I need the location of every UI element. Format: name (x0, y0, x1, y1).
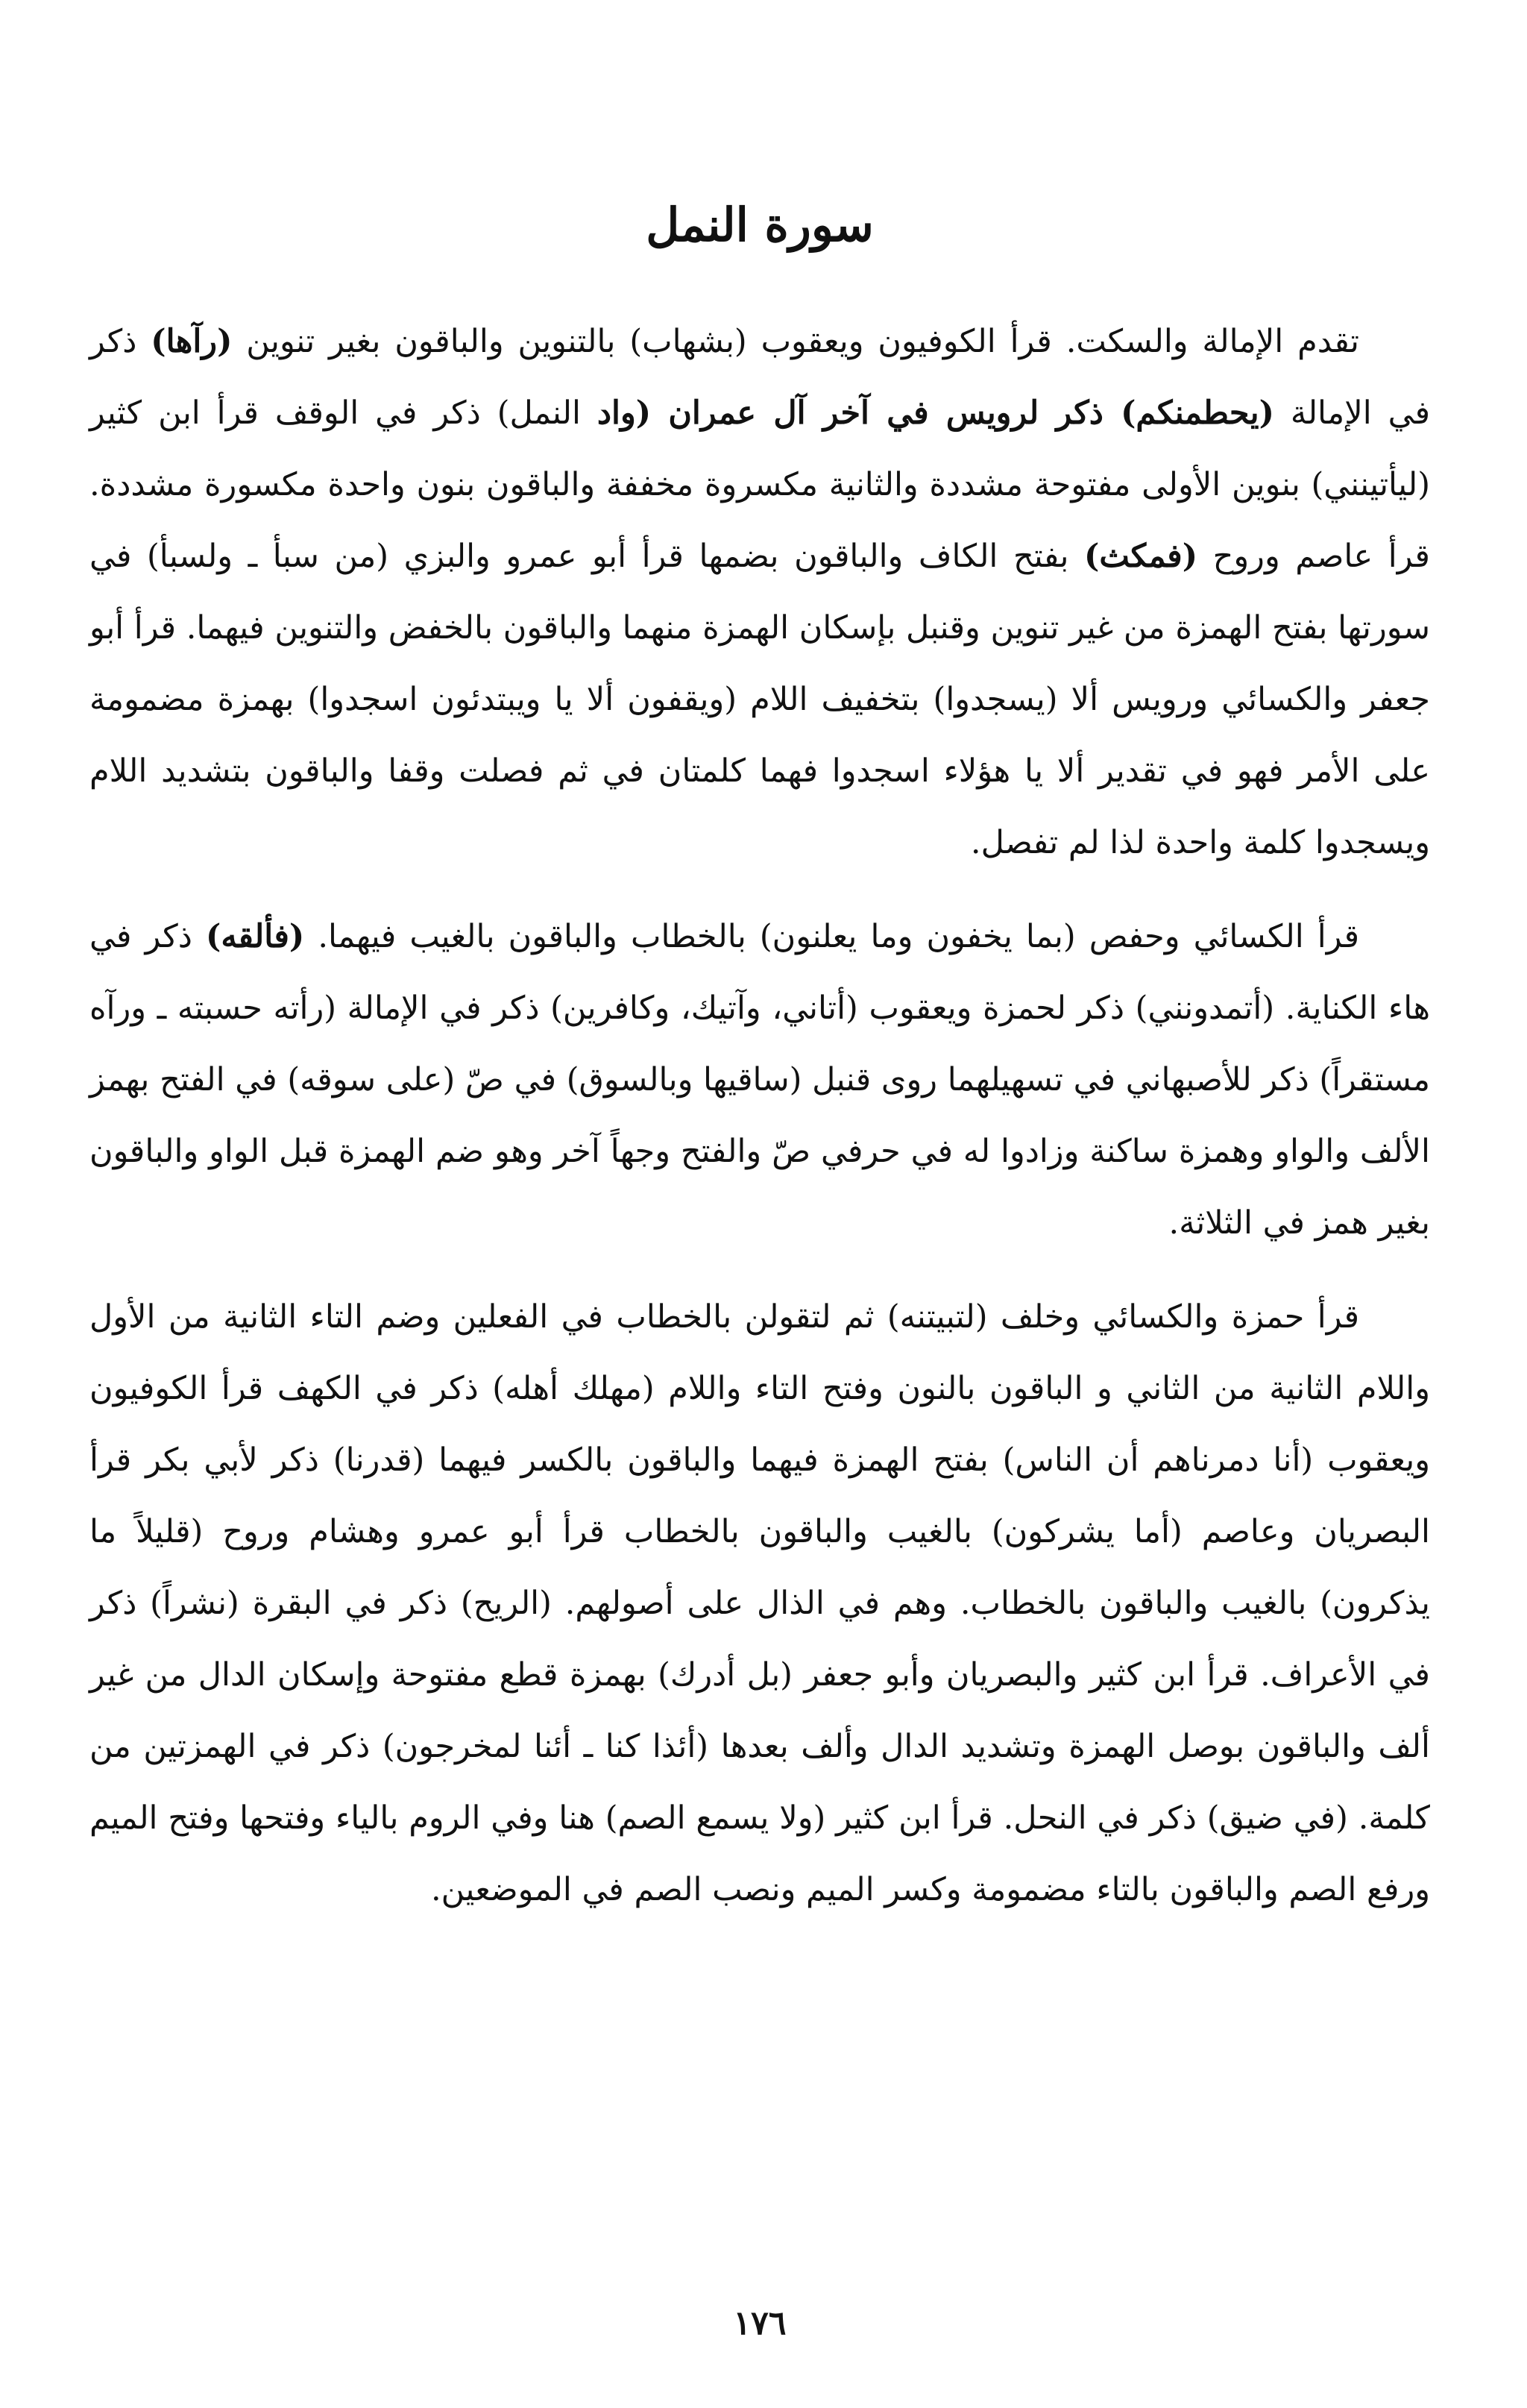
page-number: ١٧٦ (733, 2304, 787, 2342)
bold-text-segment: (يحطمنكم) ذكر لرويس في آخر آل عمران (واد (596, 394, 1274, 432)
page-body (89, 306, 1430, 1926)
bold-text-segment: (فمكث) (1084, 538, 1198, 575)
paragraph (89, 901, 1430, 1259)
text-segment: ذكر في الإمالة (89, 323, 1430, 432)
text-segment: النمل) ذكر في الوقف قرأ ابن كثير (ليأتينني) بنوين الأولى مفتوحة مشددة والثانية مكسروة مخففة والباقون بنون واحدة مكسورة مشددة. قرأ عاصم وروح (89, 394, 1430, 575)
text-segment: قرأ حمزة والكسائي وخلف (لتبيتنه) ثم لتقولن بالخطاب في الفعلين وضم التاء الثانية من الأول واللام الثانية من الثاني و الباقون بالنون وفتح التاء واللام (مهلك أهله) ذكر في الكهف قرأ الكوفيون ويعقوب (أنا دمرناهم أن الناس) بفتح الهمزة فيهما والباقون بالكسر فيهما (قدرنا) ذكر لأبي بكر قرأ البصريان وعاصم (أما يشركون) بالغيب والباقون بالخطاب قرأ أبو عمرو وهشام وروح (قليلاً ما يذكرون) بالغيب والباقون بالخطاب. وهم في الذال على أصولهم. (الريح) ذكر في البقرة (نشراً) ذكر في الأعراف. قرأ ابن كثير والبصريان وأبو جعفر (بل أدرك) بهمزة قطع مفتوحة وإسكان الدال من غير ألف والباقون بوصل الهمزة وتشديد الدال وألف بعدها (أئذا كنا ـ أئنا لمخرجون) ذكر في الهمزتين من كلمة. (في ضيق) ذكر في النحل. قرأ ابن كثير (ولا يسمع الصم) هنا وفي الروم بالياء وفتحها وفتح الميم ورفع الصم والباقون بالتاء مضمومة وكسر الميم ونصب الصم في الموضعين. (89, 1298, 1430, 1908)
bold-text-segment: (فألقه) (205, 918, 305, 955)
document-page (89, 0, 1430, 2408)
paragraph (89, 1281, 1430, 1926)
bold-text-segment: (رآها) (151, 323, 233, 360)
text-segment: قرأ الكسائي وحفص (بما يخفون وما يعلنون) بالخطاب والباقون بالغيب فيهما. (304, 918, 1360, 955)
text-segment: تقدم الإمالة والسكت. قرأ الكوفيون ويعقوب (بشهاب) بالتنوين والباقون بغير تنوين (232, 323, 1359, 360)
page-title: سورة النمل (646, 198, 874, 252)
paragraph (89, 306, 1430, 878)
text-segment: بفتح الكاف والباقون بضمها قرأ أبو عمرو والبزي (من سبأ ـ ولسبأ) في سورتها بفتح الهمزة من غير تنوين وقنبل بإسكان الهمزة منهما والباقون بالخفض والتنوين فيهما. قرأ أبو جعفر والكسائي ورويس ألا (يسجدوا) بتخفيف اللام (ويقفون ألا يا ويبتدئون اسجدوا) بهمزة مضمومة على الأمر فهو في تقدير ألا يا هؤلاء اسجدوا فهما كلمتان في ثم فصلت وقفا والباقون بتشديد اللام ويسجدوا كلمة واحدة لذا لم تفصل. (89, 538, 1430, 861)
text-segment: ذكر في هاء الكناية. (أتمدونني) ذكر لحمزة ويعقوب (أتاني، وآتيك، وكافرين) ذكر في الإمالة (رأته حسبته ـ ورآه مستقراً) ذكر للأصبهاني في تسهيلهما روى قنبل (ساقيها وبالسوق) في صّ (على سوقه) في الفتح بهمز الألف والواو وهمزة ساكنة وزادوا له في حرفي صّ والفتح وجهاً آخر وهو ضم الهمزة قبل الواو والباقون بغير همز في الثلاثة. (89, 918, 1430, 1242)
